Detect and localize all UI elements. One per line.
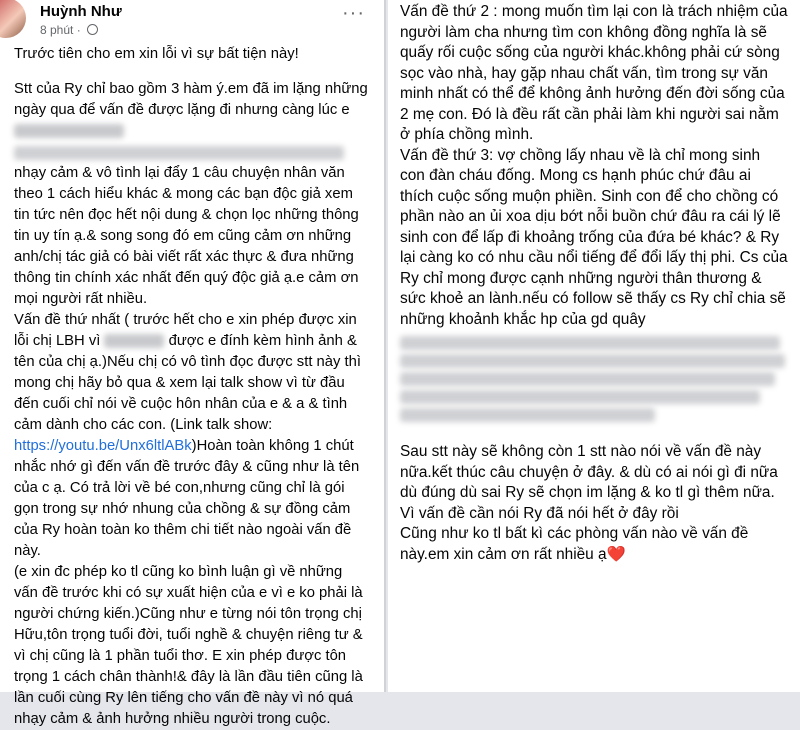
author-name[interactable]: Huỳnh Như (40, 3, 122, 20)
blurred-text (14, 146, 344, 160)
post-body-left (0, 40, 384, 730)
blurred-text (400, 354, 785, 368)
left-paragraph-1: Trước tiên cho em xin lỗi vì sự bất tiện này! (14, 46, 299, 62)
meta-separator: · (76, 23, 81, 37)
blurred-text (400, 408, 655, 422)
left-paragraph-3 (14, 310, 370, 562)
talk-show-link[interactable]: https://youtu.be/Unx6ltlABk (14, 438, 192, 454)
post-body-right (388, 0, 800, 565)
blurred-text (104, 334, 164, 348)
left-paragraph-2 (14, 79, 370, 142)
left-paragraph-2b: nhạy cảm & vô tình lại đẩy 1 câu chuyện nhân văn theo 1 cách hiểu khác & mong các bạn độc giả xem tin tức nên đọc hết nội dung & chọn lọc những thông tin uy tín ạ.& song song đó em cũng cảm ơn những anh/chị tác giả có bài viết rất xác thực & đưa những thông tin chính xác nhất đến quý độc giả ạ.e cảm ơn mọi người rất nhiều. (14, 165, 359, 307)
right-paragraph-3: Sau stt này sẽ không còn 1 stt nào nói về vấn đề này nữa.kết thúc câu chuyện ở đây. & dù có ai nói gì đi nữa dù đúng dù sai Ry sẽ chọn im lặng & ko tl gì thêm nữa. Vì vấn đề cần nói Ry đã nói hết ở đây rồi (400, 443, 778, 522)
post-left-panel (0, 0, 386, 727)
globe-icon (87, 24, 98, 35)
right-paragraph-2: Vấn đề thứ 3: vợ chồng lấy nhau về là chỉ mong sinh con đàn cháu đống. Mong cs hạnh phúc chứ đâu ai thích cuộc sống muộn phiền. Sinh con để cho chồng có phần nào an ủi xoa dịu bớt nỗi buồn chứ đâu ra cái lý lẽ sinh con để lấp đi khoảng trống của đứa bé khác? & Ry lại càng ko có nhu cầu nổi tiếng để đổi lấy thị phi. Cs của Ry chỉ mong được cạnh những người thân thương & sức khoẻ an lành.nếu có follow sẽ thấy cs Ry chỉ chia sẽ những khoảnh khắc hp của gd quây (400, 146, 788, 328)
right-paragraph-4-text: Cũng như ko tl bất kì các phòng vấn nào về vấn đề này.em xin cảm ơn rất nhiều ạ (400, 525, 749, 563)
blurred-text (400, 372, 775, 386)
post-header (0, 0, 384, 40)
heart-icon: ❤️ (606, 545, 626, 563)
blurred-text (14, 124, 124, 138)
right-paragraph-4 (400, 524, 788, 565)
blurred-text (400, 390, 760, 404)
right-paragraph-1: Vấn đề thứ 2 : mong muốn tìm lại con là trách nhiệm của người làm cha nhưng tìm con không đồng nghĩa là sẽ quấy rối cuộc sống của người khác.không phải cứ sòng sọc vào nhà, hay gặp nhau chất vấn, tìm trong sự văn minh nhất có thể để không ảnh hưởng đến đời sống của 2 mẹ con. Đó là đều rất cần phải làm khi người sai nằm ở phía chồng mình. (400, 3, 788, 143)
post-time[interactable]: 8 phút (40, 23, 74, 37)
post-meta (40, 23, 98, 37)
blurred-text (400, 336, 780, 350)
left-paragraph-4: (e xin đc phép ko tl cũng ko bình luận gì về những vấn đề trước khi có sự xuất hiện của e vì e ko phải là người chứng kiến.)Cũng như e từng nói tôn trọng chị Hữu,tôn trọng tuổi đời, tuổi nghề & chuyện riêng tư & vì chị cũng là 1 phần tuổi thơ. E xin phép được tôn trọng 1 cách chân thành!& đây là lần đầu tiên cũng là lần cuối cùng Ry lên tiếng cho vấn đề này vì nó quá nhạy cảm & ảnh hưởng nhiều người trong cuộc. (14, 564, 363, 727)
left-paragraph-3c: )Hoàn toàn không 1 chút nhắc nhớ gì đến vấn đề trước đây & cũng như là tên của c ạ. Có trả lời về bé con,nhưng cũng chỉ là gói gọn trong sự nhớ nhung của chồng & sự đồng cảm của Ry hoàn toàn ko thêm chi tiết nào ngoài vấn đề này. (14, 438, 360, 559)
left-paragraph-3b: được e đính kèm hình ảnh & tên của chị ạ.)Nếu chị có vô tình đọc được stt này thì mong chị hãy bỏ qua & xem lại talk show vì từ đầu đến cuối chỉ nói về cuộc hôn nhân của e & a & tình cảm dành cho các con. (Link talk show: (14, 333, 361, 433)
post-right-panel (388, 0, 800, 692)
left-paragraph-2a: Stt của Ry chỉ bao gồm 3 hàm ý.em đã im lặng những ngày qua để vấn đề được lặng đi nhưng càng lúc e (14, 81, 368, 118)
avatar[interactable] (0, 0, 26, 38)
more-horizontal-icon[interactable]: ··· (342, 2, 365, 24)
left-paragraph-3a: Vấn đề thứ nhất ( trước hết cho e xin phép được xin lỗi chị LBH vì (14, 312, 357, 349)
